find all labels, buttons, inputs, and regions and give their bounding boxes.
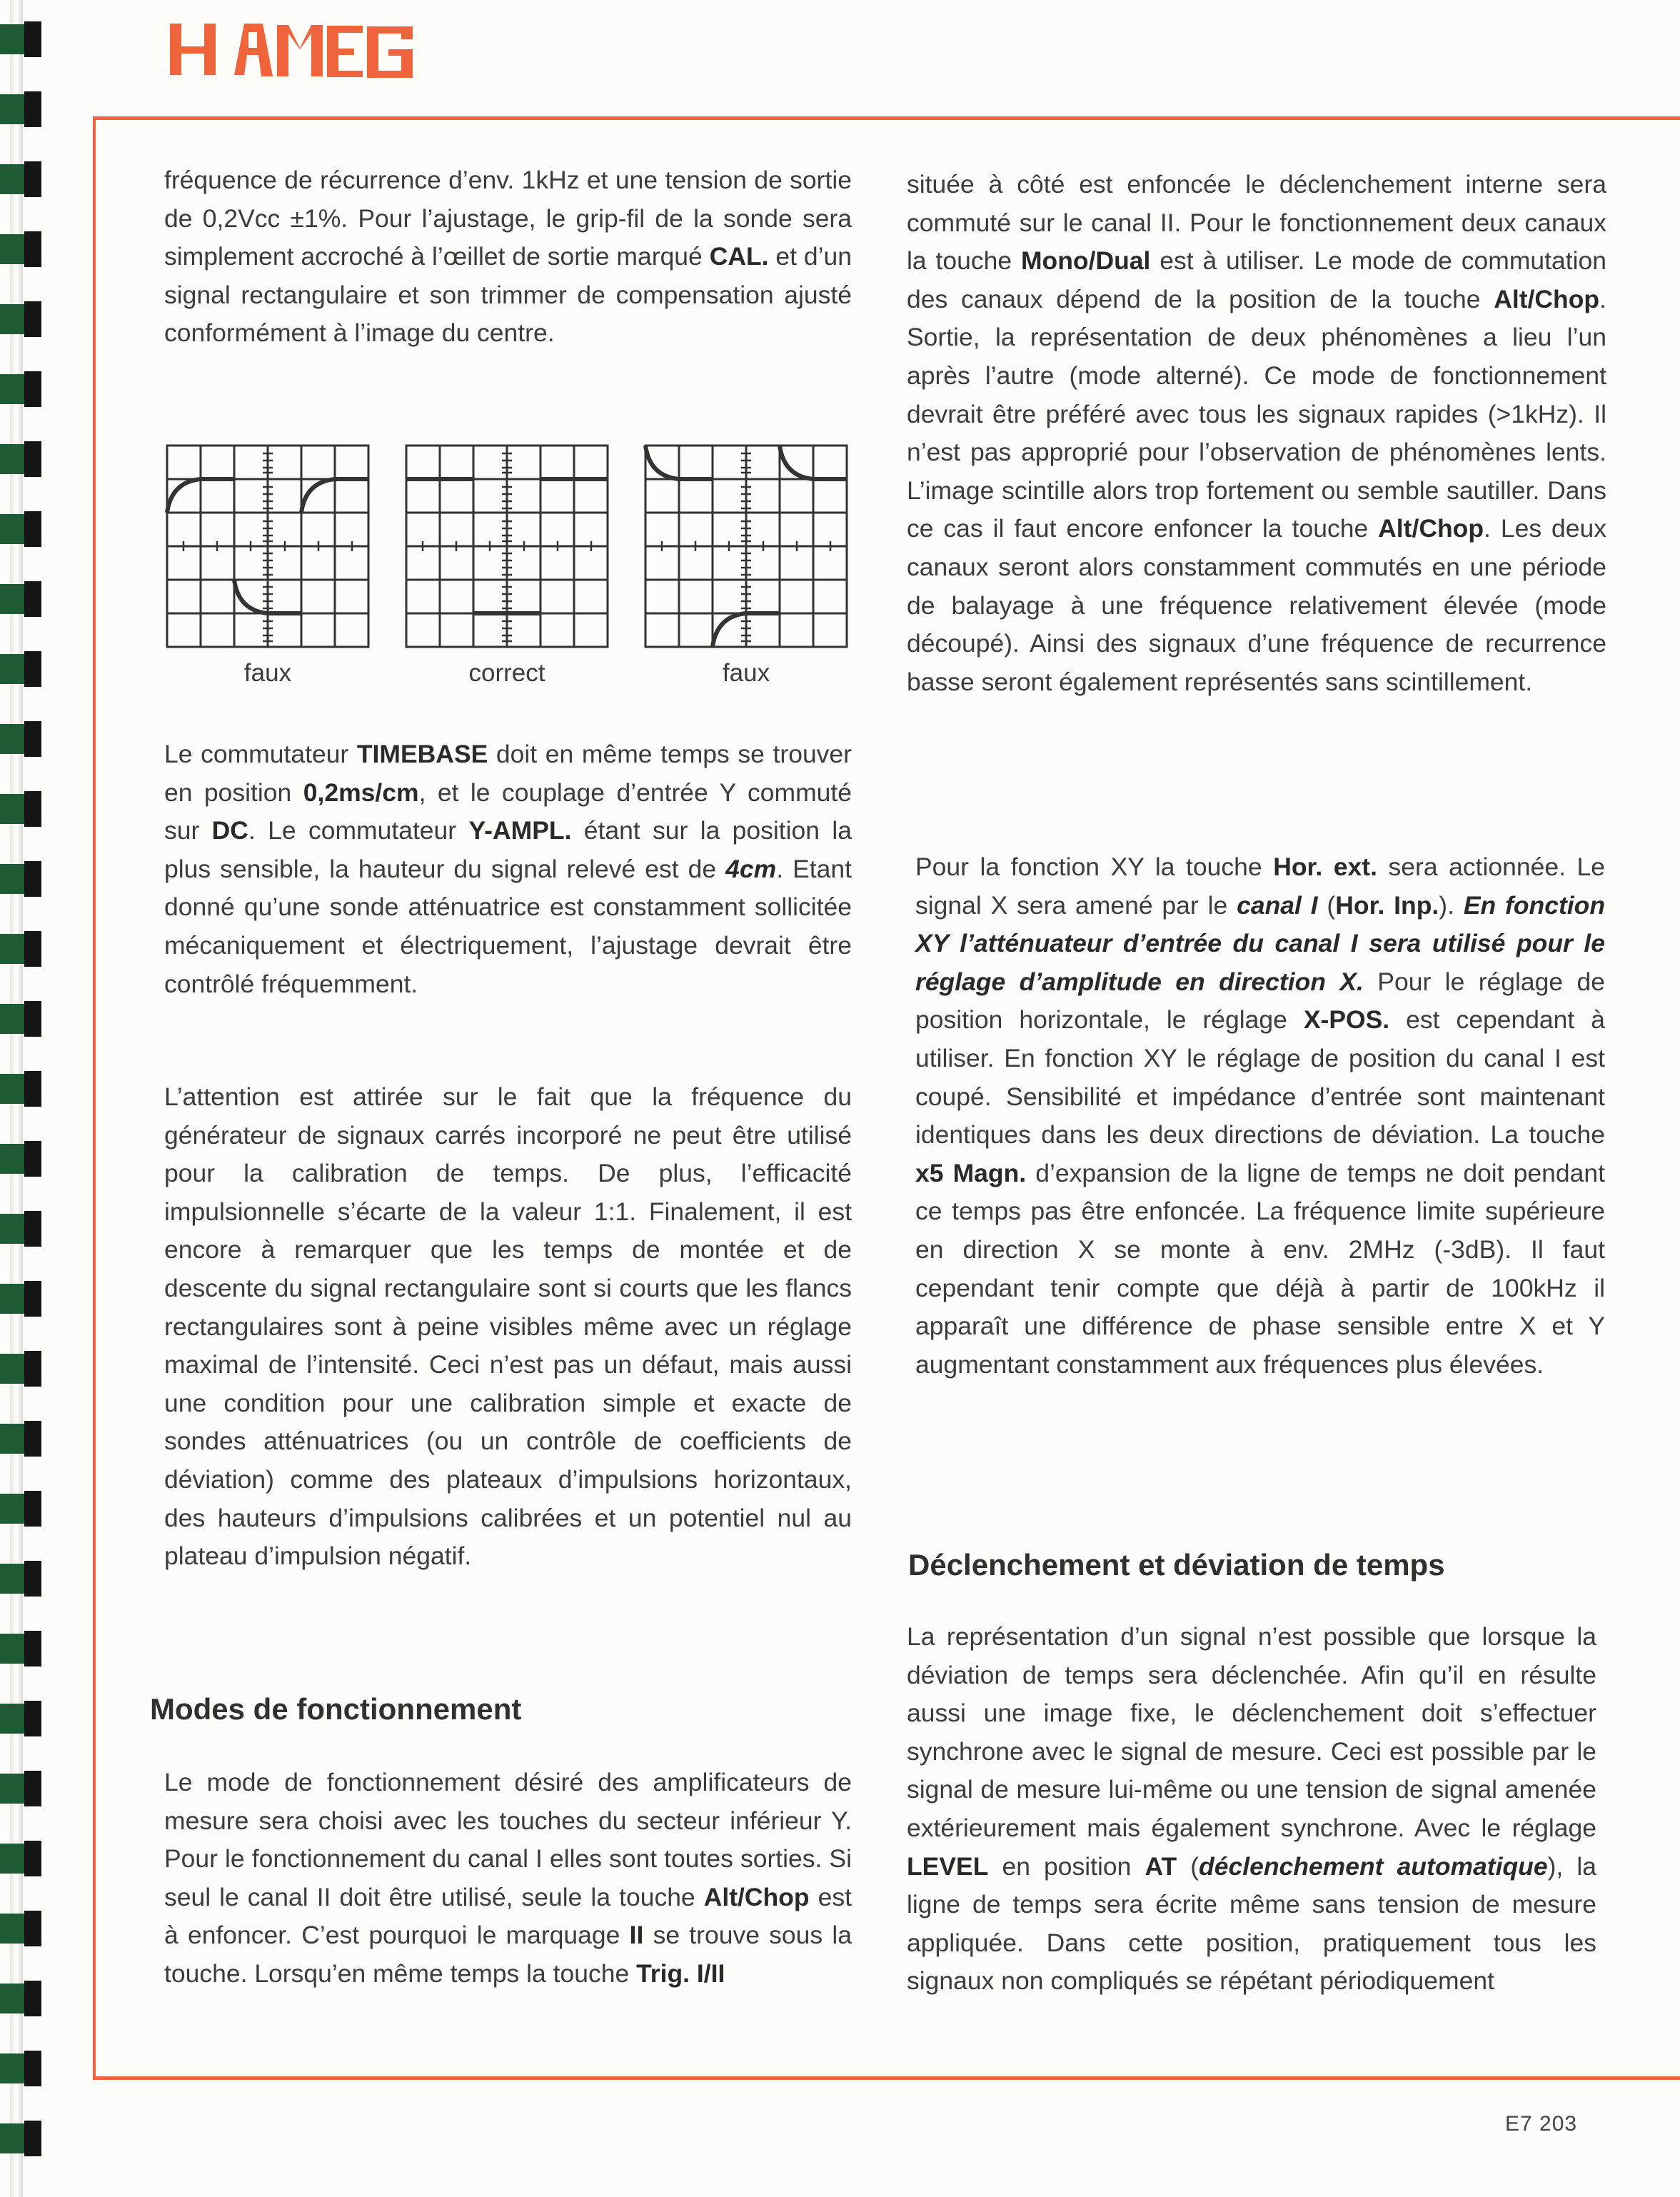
paragraph-triggering: La représentation d’un signal n’est possible que lorsque la déviation de temps sera déclenchée. Afin qu’il en résulte aussi une image fixe, le déclenchement doit s’effectuer synchrone avec le signal de mesure. Ceci est possible par le signal de mesure lui-même ou une tension de signal amenée extérieurement mais également synchrone. Avec le réglage LEVEL en position AT (déclenchement automatique), la ligne de temps sera écrite même sans tension de mesure appliquée. Dans cette position, pratiquement tous les signaux non compliqués se répétant périodiquement xyxy=(907,1622,1596,1996)
page-number: E7 203 xyxy=(1505,2112,1578,2136)
spiral-binding xyxy=(0,0,44,2197)
paragraph-dual-channel: située à côté est enfoncée le déclenchement interne sera commuté sur le canal II. Pour le fonctionnement deux canaux la touche Mono/Dual est à utiliser. Le mode de commutation des canaux dépend de la position de la touche Alt/Chop. Sortie, la représentation de deux phénomènes a lieu l’un après l’autre (mode alterné). Ce mode de fonctionnement devrait être préféré avec tous les signaux rapides (>1kHz). Il n’est pas approprié pour l’observation de phénomènes lents. L’image scintille alors trop fortement ou semble sautiller. Dans ce cas il faut encore enfoncer la touche Alt/Chop. Les deux canaux seront alors constamment commutés en une période de balayage à une fréquence relativement élevée (mode découpé). Ainsi des signaux d’une fréquence de recurrence basse seront également représentés sans scintillement. xyxy=(907,170,1607,696)
binding-clip xyxy=(0,581,43,617)
binding-clip xyxy=(0,511,43,547)
binding-clip xyxy=(0,1701,43,1736)
hameg-logo xyxy=(170,24,735,79)
binding-clip xyxy=(0,1631,43,1666)
binding-clip xyxy=(0,1841,43,1876)
binding-clip xyxy=(0,1561,43,1597)
binding-clip xyxy=(0,931,43,967)
scope-diagram-correct xyxy=(403,443,610,650)
diagram-caption: faux xyxy=(243,659,292,687)
binding-clip xyxy=(0,861,43,897)
paragraph-probe-adjustment: fréquence de récurrence d’env. 1kHz et une tension de sortie de 0,2Vcc ±1%. Pour l’ajustage, le grip-fil de la sonde sera simplement accroché à l’œillet de sortie marqué CAL. et d’un signal rectangulaire et son trimmer de compensation ajusté conformément à l’image du centre. xyxy=(164,166,852,348)
binding-clip xyxy=(0,371,43,407)
paragraph-xy-function: Pour la fonction XY la touche Hor. ext. sera actionnée. Le signal X sera amené par le canal I (Hor. Inp.). En fonction XY l’atténuateur d’entrée du canal I sera utilisé pour le réglage d’amplitude en direction X. Pour le réglage de position horizontale, le réglage X-POS. est cependant à utiliser. En fonction XY le réglage de position du canal I est coupé. Sensibilité et impédance d’entrée sont maintenant identiques dans les deux directions de déviation. La touche x5 Magn. d’expansion de la ligne de temps ne doit pendant ce temps pas être enfoncée. La fréquence limite supérieure en direction X se monte à env. 2MHz (-3dB). Il faut cependant tenir compte que déjà à partir de 100kHz il apparaît une différence de phase sensible entre X et Y augmentant constamment aux fréquences plus élevées. xyxy=(915,853,1606,1379)
binding-clip xyxy=(0,1911,43,1946)
binding-clip xyxy=(0,2051,43,2086)
diagram-caption: correct xyxy=(468,659,545,687)
binding-clip xyxy=(0,651,43,687)
binding-clip xyxy=(0,91,43,127)
diagram-caption: faux xyxy=(722,659,770,687)
binding-clip xyxy=(0,1141,43,1177)
binding-clip xyxy=(0,1421,43,1457)
binding-clip xyxy=(0,1351,43,1387)
binding-clip xyxy=(0,791,43,827)
binding-clip xyxy=(0,2121,43,2156)
section-heading-triggering: Déclenchement et déviation de temps xyxy=(908,1548,1445,1582)
scope-diagram-overcompensated xyxy=(643,443,850,650)
binding-clip xyxy=(0,161,43,197)
binding-clip xyxy=(0,441,43,477)
paragraph-calibration-note: L’attention est attirée sur le fait que la fréquence du générateur de signaux carrés incorporé ne peut être utilisé pour la calibration de temps. De plus, l’efficacité impulsionnelle s’écarte de la valeur 1:1. Finalement, il est encore à remarquer que les temps de montée et de descente du signal rectangulaire sont si courts que les flancs rectangulaires sont à peine visibles même avec un réglage maximal de l’intensité. Ceci n’est pas un défaut, mais aussi une condition pour une calibration simple et exacte de sondes atténuatrices (ou un contrôle de coefficients de déviation) comme des plateaux d’impulsions horizontaux, des hauteurs d’impulsions calibrées et un potentiel nul au plateau d’impulsion négatif. xyxy=(164,1082,852,1571)
binding-clip xyxy=(0,1771,43,1806)
binding-clip xyxy=(0,231,43,267)
hameg-logo-icon xyxy=(170,24,735,79)
binding-clip xyxy=(0,1001,43,1037)
binding-clip xyxy=(0,1491,43,1527)
binding-clip xyxy=(0,721,43,757)
compensation-diagrams xyxy=(164,443,850,700)
scope-diagram-undercompensated xyxy=(164,443,371,650)
binding-clip xyxy=(0,21,43,57)
binding-clip xyxy=(0,1281,43,1317)
paragraph-operating-modes: Le mode de fonctionnement désiré des amplificateurs de mesure sera choisi avec les touches du secteur inférieur Y. Pour le fonctionnement du canal I elles sont toutes sorties. Si seul le canal II doit être utilisé, seule la touche Alt/Chop est à enfoncer. C’est pourquoi le marquage II se trouve sous la touche. Lorsqu’en même temps la touche Trig. I/II xyxy=(164,1768,852,1988)
binding-clip xyxy=(0,1211,43,1247)
paragraph-timebase-settings: Le commutateur TIMEBASE doit en même temps se trouver en position 0,2ms/cm, et le couplage d’entrée Y commuté sur DC. Le commutateur Y-AMPL. étant sur la position la plus sensible, la hauteur du signal relevé est de 4cm. Etant donné qu’une sonde atténuatrice est constamment sollicitée mécaniquement et électriquement, l’ajustage devrait être contrôlé fréquemment. xyxy=(164,740,852,998)
left-column xyxy=(164,161,852,353)
section-heading-modes: Modes de fonctionnement xyxy=(150,1692,522,1726)
binding-clip xyxy=(0,301,43,337)
binding-clip xyxy=(0,1071,43,1107)
binding-clip xyxy=(0,1981,43,2016)
